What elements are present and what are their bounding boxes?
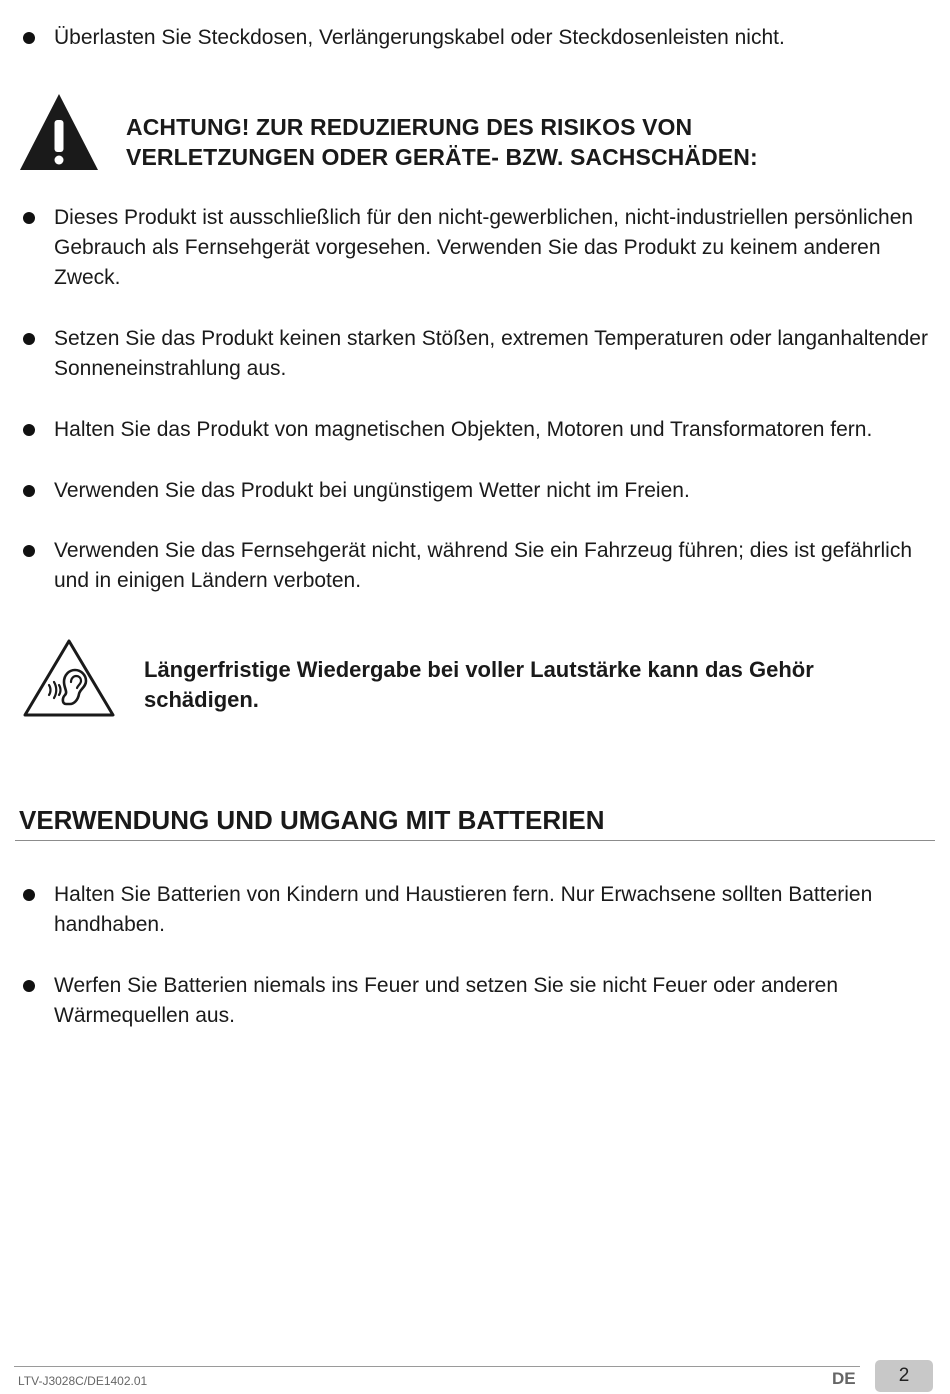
bullet-dot	[23, 212, 35, 224]
page-number: 2	[898, 1365, 910, 1386]
bullet-dot	[23, 424, 35, 436]
list-item-text: Setzen Sie das Produkt keinen starken Stößen, extremen Temperaturen oder langanhaltender Sonneneinstrahlung aus.	[54, 327, 928, 380]
bullet-dot	[23, 485, 35, 497]
footer-model-number: LTV-J3028C/DE1402.01	[18, 1374, 148, 1388]
bullet-dot	[23, 889, 35, 901]
warning-heading	[126, 112, 758, 172]
footer-language: DE	[832, 1369, 856, 1388]
bullet-dot	[23, 32, 35, 44]
warning-heading-line-1: ACHTUNG! ZUR REDUZIERUNG DES RISIKOS VON	[126, 114, 693, 140]
warning-heading-line-2: VERLETZUNGEN ODER GERÄTE- BZW. SACHSCHÄDEN:	[126, 144, 758, 170]
list-item-text: Verwenden Sie das Fernsehgerät nicht, während Sie ein Fahrzeug führen; dies ist gefährlich und in einigen Ländern verboten.	[54, 539, 913, 592]
section-heading: VERWENDUNG UND UMGANG MIT BATTERIEN	[19, 805, 605, 835]
list-item-text: Halten Sie Batterien von Kindern und Haustieren fern. Nur Erwachsene sollten Batterien handhaben.	[54, 883, 873, 936]
bullet-dot	[23, 545, 35, 557]
list-item-text: Überlasten Sie Steckdosen, Verlängerungskabel oder Steckdosenleisten nicht.	[54, 26, 785, 49]
hearing-warning-icon	[22, 638, 116, 718]
footer-divider	[14, 1366, 860, 1367]
list-item-text: Verwenden Sie das Produkt bei ungünstigem Wetter nicht im Freien.	[54, 479, 690, 502]
bullet-dot	[23, 980, 35, 992]
list-item-text: Halten Sie das Produkt von magnetischen Objekten, Motoren und Transformatoren fern.	[54, 418, 873, 441]
warning-triangle-icon	[18, 92, 100, 172]
hearing-warning-text: Längerfristige Wiedergabe bei voller Lautstärke kann das Gehör schädigen.	[144, 657, 814, 712]
page-number-badge	[875, 1360, 933, 1392]
section-divider	[15, 840, 935, 841]
list-item-text: Dieses Produkt ist ausschließlich für den nicht-gewerblichen, nicht-industriellen persönlichen Gebrauch als Fernsehgerät vorgesehen. Verwenden Sie das Produkt zu keinem anderen Zweck.	[54, 206, 914, 289]
list-item-text: Werfen Sie Batterien niemals ins Feuer und setzen Sie sie nicht Feuer oder anderen Wärmequellen aus.	[54, 974, 839, 1027]
bullet-dot	[23, 333, 35, 345]
